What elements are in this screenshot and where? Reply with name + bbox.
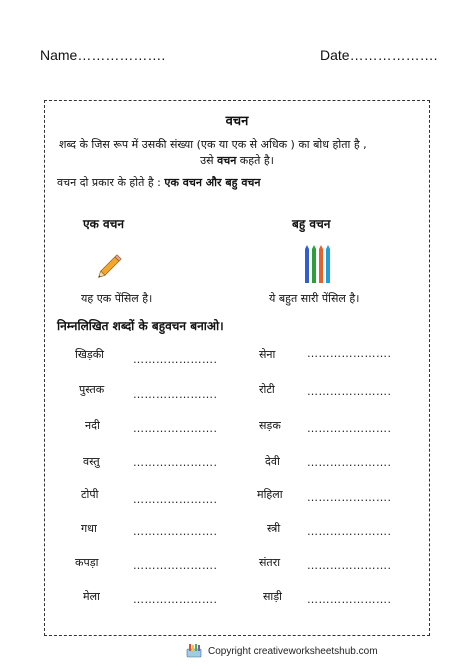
- answer-blank[interactable]: ………………….: [133, 353, 218, 366]
- copyright-footer: [186, 643, 378, 659]
- answer-blank[interactable]: ………………….: [133, 422, 218, 435]
- left-word-1: खिड़की: [75, 348, 105, 361]
- answer-blank[interactable]: ………………….: [133, 593, 218, 606]
- right-word-4: देवी: [265, 455, 280, 468]
- definition-term: वचन: [217, 154, 237, 167]
- colored-pencils-icon: [303, 245, 333, 285]
- worksheet-title: वचन: [225, 114, 249, 129]
- task-instruction: निम्नलिखित शब्दों के बहुवचन बनाओ।: [57, 319, 224, 333]
- answer-blank[interactable]: ………………….: [307, 491, 392, 504]
- types-intro: वचन दो प्रकार के होते है :: [57, 176, 165, 189]
- crayons-logo-icon: [186, 643, 202, 659]
- left-word-2: पुस्तक: [79, 383, 105, 396]
- definition-post: कहते है।: [236, 154, 274, 167]
- right-word-6: स्त्री: [267, 522, 281, 535]
- pencil-icon: [95, 247, 129, 281]
- answer-blank[interactable]: ………………….: [133, 525, 218, 538]
- definition-line-1: शब्द के जिस रूप में उसकी संख्या (एक या एक से अधिक ) का बोध होता है ,: [59, 138, 367, 151]
- singular-heading: एक वचन: [83, 217, 124, 231]
- types-names: एक वचन और बहु वचन: [164, 176, 261, 189]
- date-field-label: Date……………….: [320, 47, 438, 63]
- answer-blank[interactable]: ………………….: [307, 347, 392, 360]
- singular-example-sentence: यह एक पेंसिल है।: [81, 292, 153, 305]
- left-word-7: कपड़ा: [75, 556, 99, 569]
- plural-heading: बहु वचन: [292, 217, 331, 231]
- plural-example-sentence: ये बहुत सारी पेंसिल है।: [269, 292, 360, 305]
- answer-blank[interactable]: ………………….: [307, 525, 392, 538]
- right-word-3: सड़क: [259, 419, 281, 432]
- left-word-8: मेला: [83, 590, 100, 603]
- name-field-label: Name……………….: [40, 47, 166, 63]
- answer-blank[interactable]: ………………….: [133, 388, 218, 401]
- right-word-5: महिला: [257, 488, 283, 501]
- right-word-1: सेना: [259, 348, 276, 361]
- answer-blank[interactable]: ………………….: [133, 456, 218, 469]
- right-word-7: संतरा: [259, 556, 281, 569]
- types-line: [57, 175, 261, 190]
- definition-pre: उसे: [200, 154, 218, 167]
- copyright-text[interactable]: Copyright creativeworksheetshub.com: [208, 645, 378, 657]
- left-word-4: वस्तु: [83, 455, 100, 468]
- left-word-6: गधा: [81, 522, 97, 535]
- answer-blank[interactable]: ………………….: [307, 593, 392, 606]
- answer-blank[interactable]: ………………….: [307, 385, 392, 398]
- left-word-3: नदी: [85, 419, 100, 432]
- left-word-5: टोपी: [81, 488, 99, 501]
- answer-blank[interactable]: ………………….: [133, 559, 218, 572]
- worksheet: [44, 100, 430, 636]
- right-word-2: रोटी: [259, 383, 275, 396]
- answer-blank[interactable]: ………………….: [133, 493, 218, 506]
- definition-line-2: [45, 153, 429, 168]
- answer-blank[interactable]: ………………….: [307, 456, 392, 469]
- right-word-8: साड़ी: [263, 590, 283, 603]
- answer-blank[interactable]: ………………….: [307, 422, 392, 435]
- answer-blank[interactable]: ………………….: [307, 559, 392, 572]
